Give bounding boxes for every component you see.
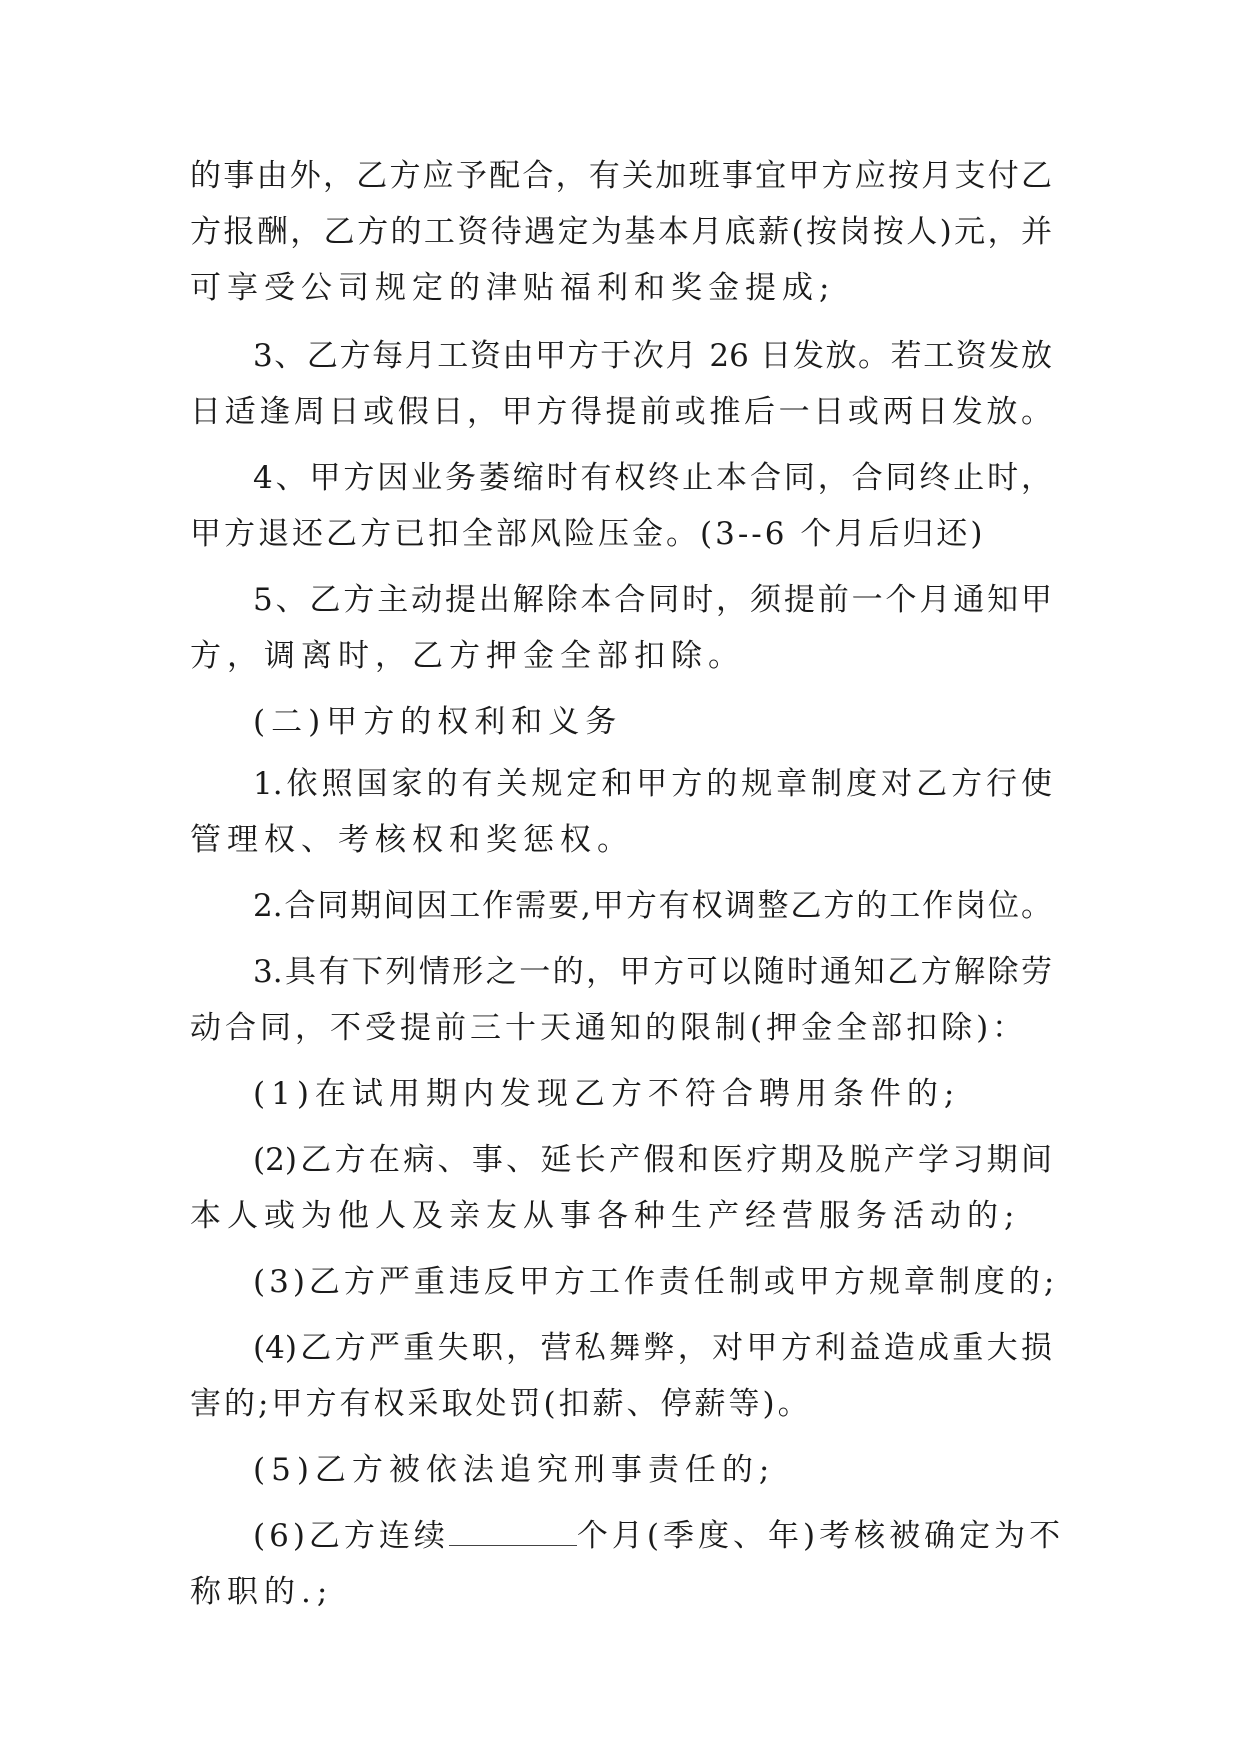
body-text-line: 本人或为他人及亲友从事各种生产经营服务活动的; <box>190 1198 1021 1234</box>
body-text-line: 的事由外，乙方应予配合，有关加班事宜甲方应按月支付乙 <box>190 158 1052 194</box>
body-text-line: 动合同，不受提前三十天通知的限制(押金全部扣除)： <box>190 1010 1028 1046</box>
section-heading: (二)甲方的权利和义务 <box>253 704 623 740</box>
body-text-line: 方报酬，乙方的工资待遇定为基本月底薪(按岗按人)元，并 <box>190 214 1052 250</box>
body-text-line: 害的;甲方有权采取处罚(扣薪、停薪等)。 <box>190 1386 812 1422</box>
body-text-line: 甲方退还乙方已扣全部风险压金。(3--6 个月后归还) <box>190 516 986 552</box>
list-item: (3)乙方严重违反甲方工作责任制或甲方规章制度的; <box>253 1264 1059 1300</box>
body-text-line: 管理权、考核权和奖惩权。 <box>190 822 634 858</box>
list-item: (5)乙方被依法追究刑事责任的; <box>253 1452 776 1488</box>
body-text-line: 2.合同期间因工作需要,甲方有权调整乙方的工作岗位。 <box>253 888 1052 924</box>
list-item <box>253 1510 1065 1562</box>
fill-in-blank <box>449 1519 577 1546</box>
list-item: (4)乙方严重失职，营私舞弊，对甲方利益造成重大损 <box>253 1330 1052 1366</box>
list-item: (2)乙方在病、事、延长产假和医疗期及脱产学习期间 <box>253 1142 1052 1178</box>
body-text-line: 可享受公司规定的津贴福利和奖金提成; <box>190 270 836 306</box>
body-text-line: 3.具有下列情形之一的，甲方可以随时通知乙方解除劳 <box>253 954 1052 990</box>
body-text-line: 1.依照国家的有关规定和甲方的规章制度对乙方行使 <box>253 766 1052 802</box>
body-text-line: 方，调离时，乙方押金全部扣除。 <box>190 638 745 674</box>
list-item-text-start: (6)乙方连续 <box>253 1518 449 1554</box>
body-text-line: 5、乙方主动提出解除本合同时，须提前一个月通知甲 <box>253 582 1052 618</box>
body-text-line: 日适逢周日或假日，甲方得提前或推后一日或两日发放。 <box>190 394 1052 430</box>
list-item-text-end: 个月(季度、年)考核被确定为不 <box>576 1518 1065 1554</box>
list-item: (1)在试用期内发现乙方不符合聘用条件的; <box>253 1076 961 1112</box>
body-text-line: 称职的.; <box>190 1574 334 1610</box>
body-text-line: 4、甲方因业务萎缩时有权终止本合同，合同终止时， <box>253 460 1052 496</box>
body-text-line: 3、乙方每月工资由甲方于次月 26 日发放。若工资发放 <box>253 338 1052 374</box>
